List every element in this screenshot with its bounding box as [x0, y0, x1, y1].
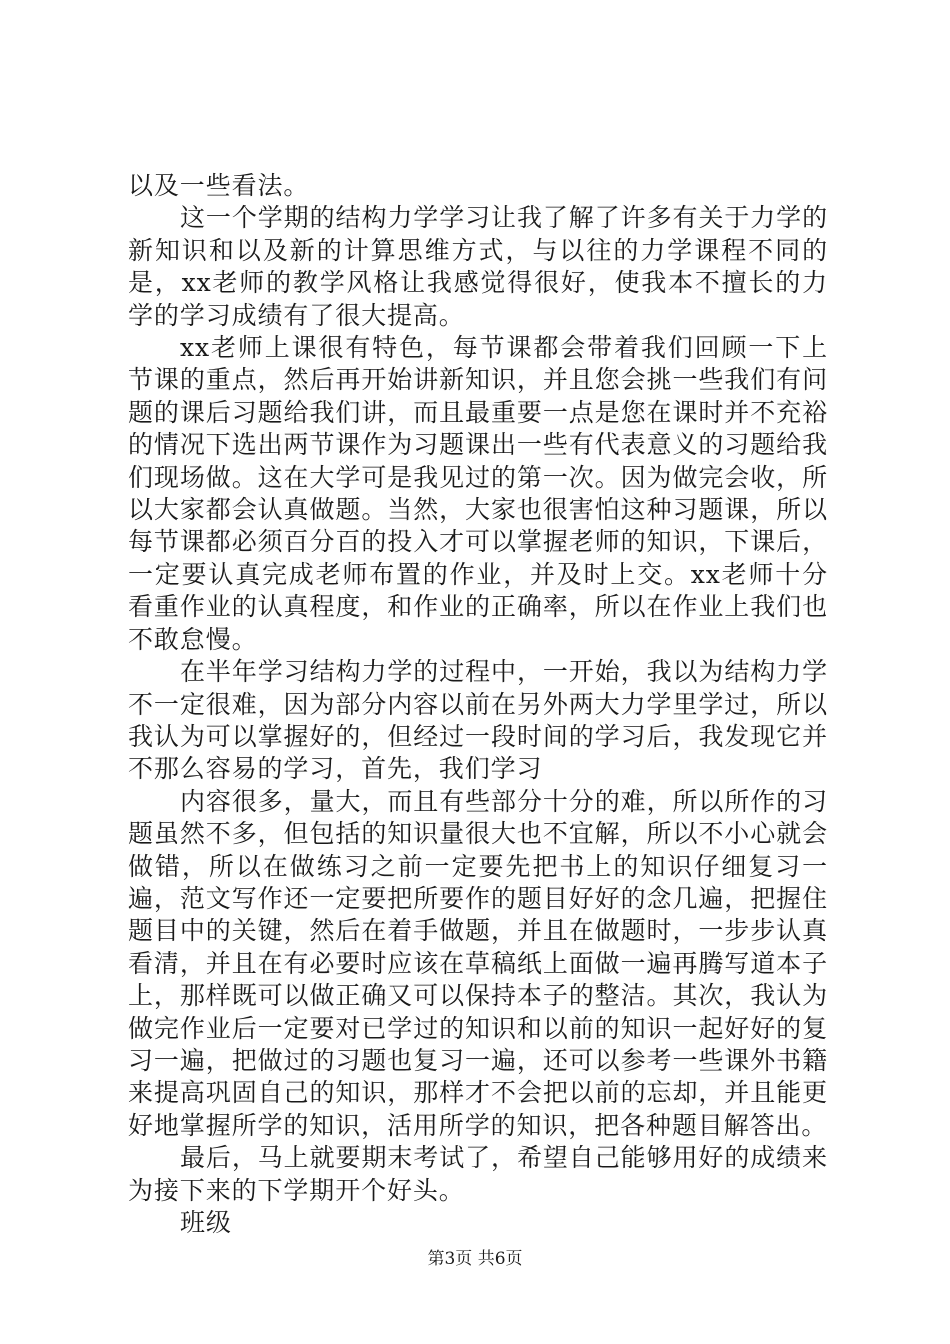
paragraph: 最后，马上就要期末考试了，希望自己能够用好的成绩来为接下来的下学期开个好头。	[128, 1143, 828, 1205]
document-body	[128, 170, 828, 1239]
paragraph: 内容很多，量大，而且有些部分十分的难，所以所作的习题虽然不多，但包括的知识量很大也不宜解，所以不小心就会做错，所以在做练习之前一定要先把书上的知识仔细复习一遍，范文写作还一定要把所要作的题目好好的念几遍，把握住题目中的关键，然后在着手做题，并且在做题时，一步步认真看清，并且在有必要时应该在草稿纸上面做一遍再腾写道本子上，那样既可以做正确又可以保持本子的整洁。其次，我认为做完作业后一定要对已学过的知识和以前的知识一起好好的复习一遍，把做过的习题也复习一遍，还可以参考一些课外书籍来提高巩固自己的知识，那样才不会把以前的忘却，并且能更好地掌握所学的知识，活用所学的知识，把各种题目解答出。	[128, 786, 828, 1140]
page-number-footer: 第3页 共6页	[427, 1249, 523, 1269]
paragraph: 在半年学习结构力学的过程中，一开始，我以为结构力学不一定很难，因为部分内容以前在另外两大力学里学过，所以我认为可以掌握好的，但经过一段时间的学习后，我发现它并不那么容易的学习，首先，我们学习	[128, 657, 828, 784]
paragraph: xx老师上课很有特色，每节课都会带着我们回顾一下上节课的重点，然后再开始讲新知识，并且您会挑一些我们有问题的课后习题给我们讲，而且最重要一点是您在课时并不充裕的情况下选出两节课作为习题课出一些有代表意义的习题给我们现场做。这在大学可是我见过的第一次。因为做完会收，所以大家都会认真做题。当然，大家也很害怕这种习题课，所以每节课都必须百分百的投入才可以掌握老师的知识，下课后，一定要认真完成老师布置的作业，并及时上交。xx老师十分看重作业的认真程度，和作业的正确率，所以在作业上我们也不敢怠慢。	[128, 333, 828, 654]
paragraph-class-label: 班级	[180, 1208, 232, 1237]
paragraph-continuation: 以及一些看法。	[128, 171, 310, 200]
paragraph: 这一个学期的结构力学学习让我了解了许多有关于力学的新知识和以及新的计算思维方式，与以往的力学课程不同的是，xx老师的教学风格让我感觉得很好，使我本不擅长的力学的学习成绩有了很大提高。	[128, 203, 828, 330]
